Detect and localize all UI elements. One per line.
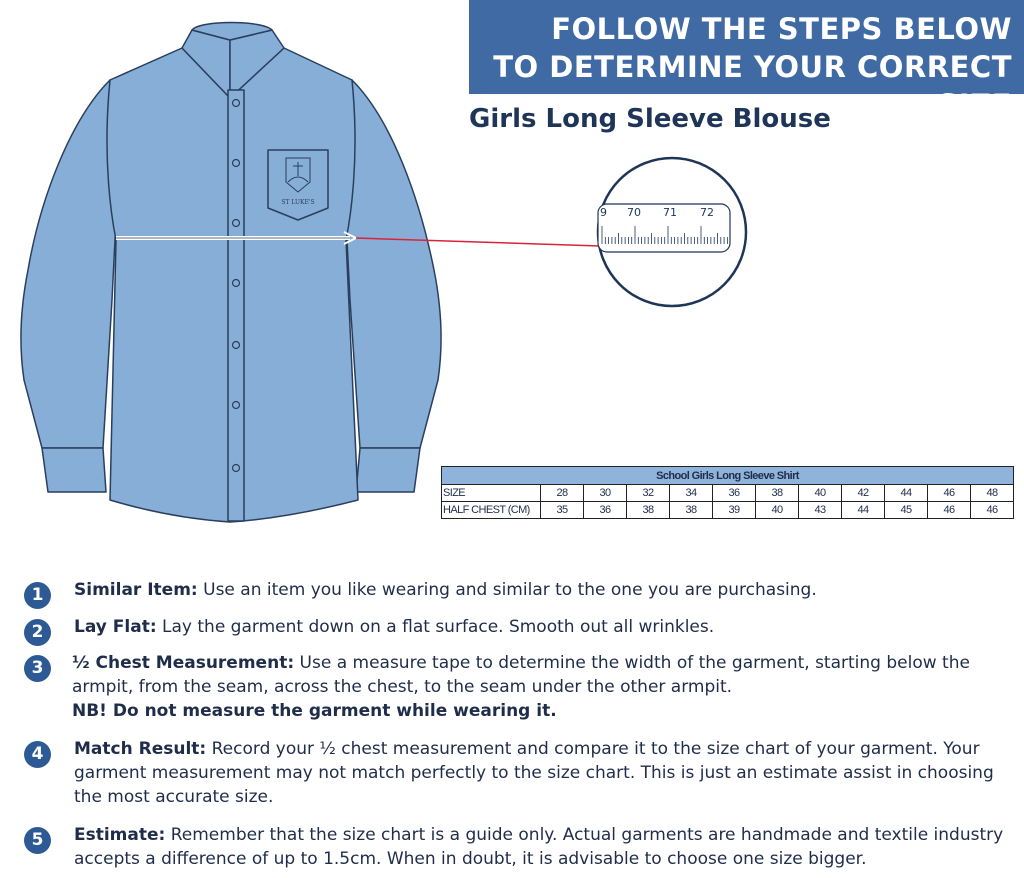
row-label-half-chest: HALF CHEST (CM) xyxy=(442,502,541,519)
row-label-size: SIZE xyxy=(442,485,541,502)
half-chest-cell: 44 xyxy=(842,502,885,519)
size-row xyxy=(442,485,1014,502)
button xyxy=(233,100,240,107)
left-cuff xyxy=(42,448,106,492)
size-cell: 48 xyxy=(971,485,1014,502)
tape-magnifier xyxy=(598,158,746,306)
crest-text: ST LUKE'S xyxy=(281,199,315,206)
button xyxy=(233,465,240,472)
step-text: Remember that the size chart is a guide only. Actual garments are handmade and textile industry accepts a difference of up to 1.5cm. When in doubt, it is advisable to choose one size bigger. xyxy=(74,825,1004,869)
banner-line-1: FOLLOW THE STEPS BELOW xyxy=(551,12,1012,46)
step-title: ½ Chest Measurement: xyxy=(72,653,295,673)
placket xyxy=(228,90,244,521)
banner-line-2: TO DETERMINE YOUR CORRECT SIZE xyxy=(493,50,1012,122)
half-chest-cell: 46 xyxy=(928,502,971,519)
size-cell: 44 xyxy=(885,485,928,502)
step-text: Lay the garment down on a flat surface. Smooth out all wrinkles. xyxy=(162,617,715,637)
step-text: Use an item you like wearing and similar to the one you are purchasing. xyxy=(203,580,817,600)
step-title: Similar Item: xyxy=(74,580,198,600)
step-number-badge: 2 xyxy=(24,619,51,646)
step-text: Record your ½ chest measurement and compare it to the size chart of your garment. Your garment measurement may not match perfectly to the size chart. This is just an estimate assist in choosing the most accurate size. xyxy=(74,739,994,807)
step-5 xyxy=(22,823,1012,871)
size-cell: 32 xyxy=(627,485,670,502)
half-chest-cell: 38 xyxy=(670,502,713,519)
half-chest-cell: 40 xyxy=(756,502,799,519)
step-2 xyxy=(22,615,1012,642)
step-number-badge: 1 xyxy=(24,582,51,609)
half-chest-cell: 39 xyxy=(713,502,756,519)
step-1 xyxy=(22,578,1012,605)
step-number-badge: 4 xyxy=(24,741,51,768)
tape-label: 70 xyxy=(627,206,641,219)
size-chart-table xyxy=(441,466,1014,519)
chest-pocket xyxy=(268,150,328,220)
button xyxy=(233,280,240,287)
product-title: Girls Long Sleeve Blouse xyxy=(469,104,831,134)
right-sleeve xyxy=(346,80,441,448)
half-chest-cell: 45 xyxy=(885,502,928,519)
step-title: Match Result: xyxy=(74,739,207,759)
half-chest-cell: 46 xyxy=(971,502,1014,519)
size-cell: 34 xyxy=(670,485,713,502)
step-number-badge: 5 xyxy=(24,827,51,854)
step-number-badge: 3 xyxy=(24,655,51,682)
step-3 xyxy=(22,651,1012,723)
size-cell: 28 xyxy=(541,485,584,502)
left-sleeve xyxy=(21,80,116,448)
button xyxy=(233,402,240,409)
size-cell: 38 xyxy=(756,485,799,502)
step-title: Lay Flat: xyxy=(74,617,157,637)
tape-label: 72 xyxy=(700,206,714,219)
half-chest-cell: 36 xyxy=(584,502,627,519)
tape-label: 71 xyxy=(663,206,677,219)
half-chest-cell: 38 xyxy=(627,502,670,519)
button xyxy=(233,220,240,227)
right-cuff xyxy=(356,448,420,492)
size-chart-title-row xyxy=(442,467,1014,485)
size-cell: 30 xyxy=(584,485,627,502)
size-cell: 46 xyxy=(928,485,971,502)
half-chest-cell: 43 xyxy=(799,502,842,519)
step-title: Estimate: xyxy=(74,825,166,845)
size-cell: 42 xyxy=(842,485,885,502)
half-chest-cell: 35 xyxy=(541,502,584,519)
half-chest-row xyxy=(442,502,1014,519)
tape-label: 9 xyxy=(600,206,607,219)
size-cell: 40 xyxy=(799,485,842,502)
button xyxy=(233,342,240,349)
button xyxy=(233,160,240,167)
steps-list xyxy=(22,578,1012,871)
size-chart-title: School Girls Long Sleeve Shirt xyxy=(442,467,1014,485)
step-4 xyxy=(22,737,1012,809)
step-text: Use a measure tape to determine the width of the garment, starting below the armpit, from the seam, across the chest, to the seam under the other armpit. xyxy=(72,653,970,697)
step-note: NB! Do not measure the garment while wearing it. xyxy=(72,701,557,721)
size-cell: 36 xyxy=(713,485,756,502)
